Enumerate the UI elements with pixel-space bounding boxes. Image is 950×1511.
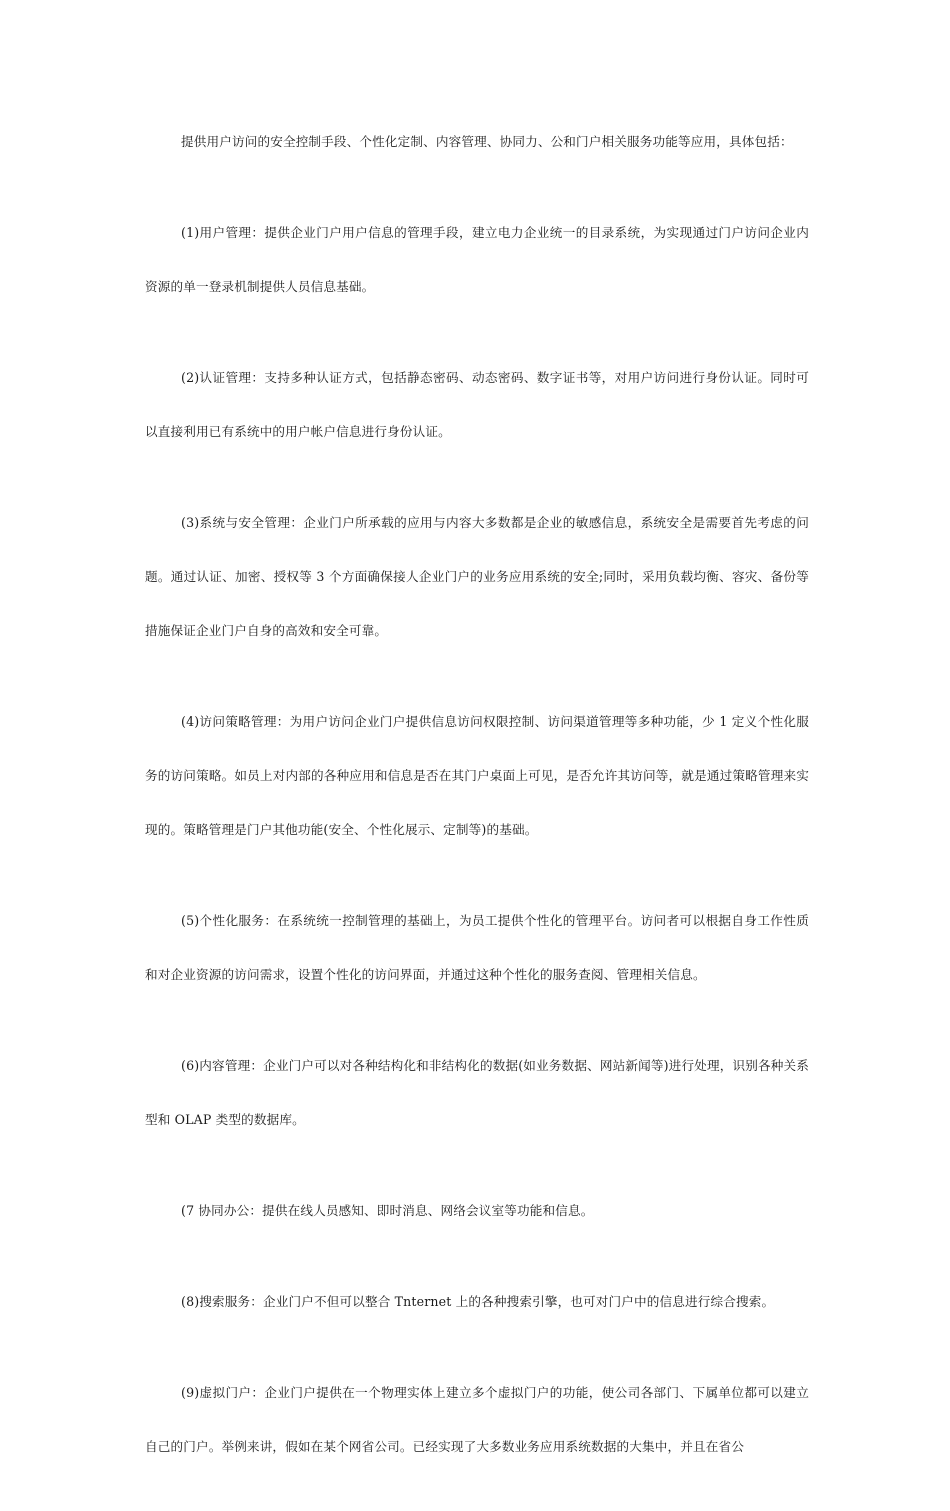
personalized-service-paragraph: (5)个性化服务：在系统统一控制管理的基础上，为员工提供个性化的管理平台。访问者可以根据自身工作性质和对企业资源的访问需求，设置个性化的访问界面，并通过这种个性化的服务查阅、管理相关信息。 <box>145 913 809 982</box>
content-management-paragraph: (6)内容管理：企业门户可以对各种结构化和非结构化的数据(如业务数据、网站新闻等)进行处理，识别各种关系型和 OLAP 类型的数据库。 <box>145 1058 809 1127</box>
collaborative-office-paragraph: (7 协同办公：提供在线人员感知、即时消息、网络会议室等功能和信息。 <box>181 1203 594 1218</box>
access-policy-paragraph: (4)访问策略管理：为用户访问企业门户提供信息访问权限控制、访问渠道管理等多种功能，少 1 定义个性化服务的访问策略。如员上对内部的各种应用和信息是否在其门户桌面上可见，是否允许其访问等，就是通过策略管理来实现的。策略管理是门户其他功能(安全、个性化展示、定制等)的基础。 <box>145 714 809 837</box>
virtual-portal-paragraph: (9)虚拟门户：企业门户提供在一个物理实体上建立多个虚拟门户的功能，使公司各部门、下属单位都可以建立自己的门户。举例来讲，假如在某个网省公司。已经实现了大多数业务应用系统数据的大集中，并且在省公 <box>145 1385 809 1454</box>
document-page <box>145 115 809 1511</box>
system-security-paragraph: (3)系统与安全管理：企业门户所承载的应用与内容大多数都是企业的敏感信息，系统安全是需要首先考虑的问题。通过认证、加密、授权等 3 个方面确保接人企业门户的业务应用系统的安全;同时，采用负载均衡、容灾、备份等措施保证企业门户自身的高效和安全可靠。 <box>145 515 809 638</box>
user-management-paragraph: (1)用户管理：提供企业门户用户信息的管理手段，建立电力企业统一的目录系统，为实现通过门户访问企业内资源的单一登录机制提供人员信息基础。 <box>145 225 809 294</box>
authentication-management-paragraph: (2)认证管理：支持多种认证方式，包括静态密码、动态密码、数字证书等，对用户访问进行身份认证。同时可以直接利用已有系统中的用户帐户信息进行身份认证。 <box>145 370 809 439</box>
search-service-paragraph: (8)搜索服务：企业门户不但可以整合 Tnternet 上的各种搜索引擎，也可对门户中的信息进行综合搜索。 <box>181 1294 775 1309</box>
intro-paragraph: 提供用户访问的安全控制手段、个性化定制、内容管理、协同力、公和门户相关服务功能等应用，具体包括： <box>181 134 793 149</box>
